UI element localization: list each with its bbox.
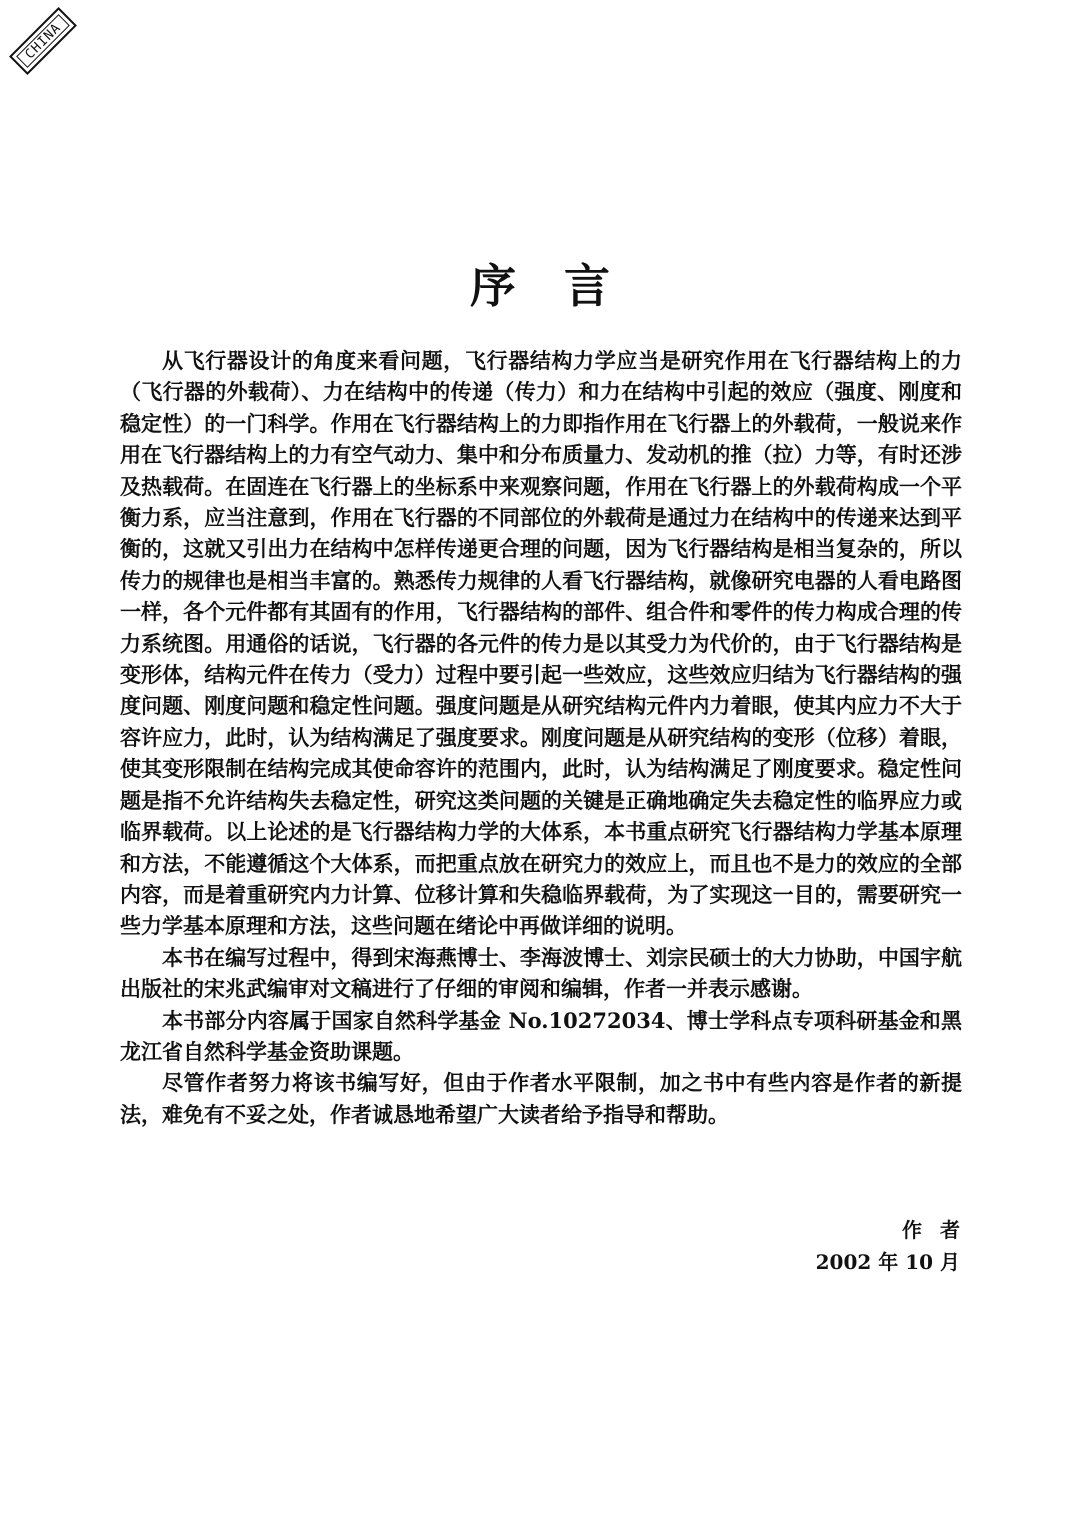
- preface-body: [120, 345, 962, 1130]
- stamp-border: [16, 14, 70, 68]
- paragraph: 尽管作者努力将该书编写好，但由于作者水平限制，加之书中有些内容是作者的新提法，难免有不妥之处，作者诚恳地希望广大读者给予指导和帮助。: [120, 1070, 962, 1127]
- paragraph: 本书部分内容属于国家自然科学基金 No.10272034、博士学科点专项科研基金和黑龙江省自然科学基金资助课题。: [120, 1007, 962, 1064]
- page-title: 序言: [470, 259, 658, 313]
- china-stamp: [9, 7, 77, 75]
- author-signature: 作者: [902, 1218, 978, 1242]
- paragraph: 从飞行器设计的角度来看问题，飞行器结构力学应当是研究作用在飞行器结构上的力（飞行器的外载荷）、力在结构中的传递（传力）和力在结构中引起的效应（强度、刚度和稳定性）的一门科学。作用在飞行器结构上的力即指作用在飞行器上的外载荷，一般说来作用在飞行器结构上的力有空气动力、集中和分布质量力、发动机的推（拉）力等，有时还涉及热载荷。在固连在飞行器上的坐标系中来观察问题，作用在飞行器上的外载荷构成一个平衡力系，应当注意到，作用在飞行器的不同部位的外载荷是通过力在结构中的传递来达到平衡的，这就又引出力在结构中怎样传递更合理的问题，因为飞行器结构是相当复杂的，所以传力的规律也是相当丰富的。熟悉传力规律的人看飞行器结构，就像研究电器的人看电路图一样，各个元件都有其固有的作用，飞行器结构的部件、组合件和零件的传力构成合理的传力系统图。用通俗的话说，飞行器的各元件的传力是以其受力为代价的，由于飞行器结构是变形体，结构元件在传力（受力）过程中要引起一些效应，这些效应归结为飞行器结构的强度问题、刚度问题和稳定性问题。强度问题是从研究结构元件内力着眼，使其内应力不大于容许应力，此时，认为结构满足了强度要求。刚度问题是从研究结构的变形（位移）着眼，使其变形限制在结构完成其使命容许的范围内，此时，认为结构满足了刚度要求。稳定性问题是指不允许结构失去稳定性，研究这类问题的关键是正确地确定失去稳定性的临界应力或临界载荷。以上论述的是飞行器结构力学的大体系，本书重点研究飞行器结构力学基本原理和方法，不能遵循这个大体系，而把重点放在研究力的效应上，而且也不是力的效应的全部内容，而是着重研究内力计算、位移计算和失稳临界载荷，为了实现这一目的，需要研究一些力学基本原理和方法，这些问题在绪论中再做详细的说明。: [120, 348, 962, 939]
- stamp-text: CHINA: [22, 20, 64, 62]
- signature-date: 2002 年 10 月: [815, 1250, 960, 1274]
- paragraph: 本书在编写过程中，得到宋海燕博士、李海波博士、刘宗民硕士的大力协助，中国宇航出版社的宋兆武编审对文稿进行了仔细的审阅和编辑，作者一并表示感谢。: [120, 944, 962, 1002]
- signature-block: [815, 1214, 978, 1278]
